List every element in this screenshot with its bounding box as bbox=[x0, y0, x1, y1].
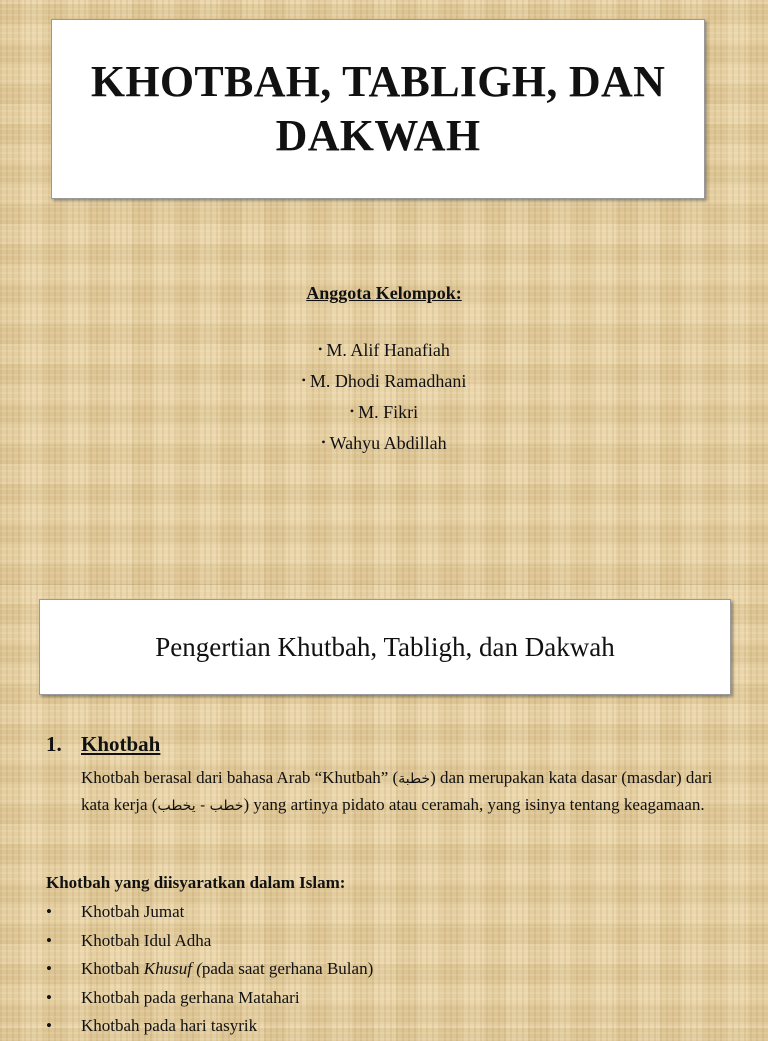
list-item bbox=[46, 984, 373, 1013]
slide-2 bbox=[0, 585, 768, 1035]
list-item-text: Khotbah Jumat bbox=[81, 902, 185, 921]
bullet-icon: • bbox=[321, 435, 326, 449]
bullet-icon: • bbox=[46, 930, 52, 950]
arabic-word: خطبة bbox=[398, 771, 431, 787]
list-item bbox=[46, 1012, 373, 1041]
list-item bbox=[46, 898, 373, 927]
list-item-suffix: pada saat gerhana Bulan) bbox=[201, 959, 374, 978]
section-number: 1. bbox=[46, 732, 62, 756]
paragraph-text: Khotbah berasal dari bahasa Arab “Khutbah” ( bbox=[81, 768, 399, 787]
member-name: M. Dhodi Ramadhani bbox=[309, 371, 467, 391]
members-heading: Anggota Kelompok: bbox=[306, 283, 462, 303]
bullet-icon: • bbox=[318, 342, 323, 356]
slide-subtitle: Pengertian Khutbah, Tabligh, dan Dakwah bbox=[155, 631, 615, 662]
members-section bbox=[0, 282, 768, 458]
member-name: M. Fikri bbox=[358, 402, 419, 422]
bullet-icon: • bbox=[46, 959, 52, 978]
list-heading: Khotbah yang diisyaratkan dalam Islam: bbox=[46, 873, 346, 892]
slide-title: KHOTBAH, TABLIGH, DAN DAKWAH bbox=[90, 57, 666, 160]
bullet-icon: • bbox=[46, 1016, 52, 1035]
member-name: Wahyu Abdillah bbox=[329, 433, 447, 453]
bullet-icon: • bbox=[349, 404, 355, 418]
member-item bbox=[0, 334, 768, 365]
bullet-icon: • bbox=[46, 902, 52, 921]
member-item bbox=[0, 427, 768, 458]
list-item-italic: Khusuf ( bbox=[143, 959, 202, 978]
paragraph-text: ) dan merupakan kata dasar (masdar) dari kata kerja ( bbox=[81, 768, 713, 814]
subtitle-box bbox=[39, 599, 731, 695]
list-item bbox=[46, 955, 373, 984]
paragraph-text: ) yang artinya pidato atau ceramah, yang isinya tentang keagamaan. bbox=[243, 795, 705, 814]
member-item bbox=[0, 365, 768, 396]
list-item-prefix: Khotbah bbox=[81, 959, 144, 978]
definition-paragraph bbox=[81, 765, 731, 819]
list-item bbox=[46, 927, 373, 956]
list-item-text: Khotbah Idul Adha bbox=[81, 930, 212, 950]
list-item-text: Khotbah pada gerhana Matahari bbox=[81, 987, 300, 1007]
member-item bbox=[0, 396, 768, 427]
arabic-verb: خطب - يخطب bbox=[157, 798, 244, 814]
section-label: Khotbah bbox=[81, 732, 161, 756]
khotbah-list bbox=[46, 898, 373, 1041]
section-heading bbox=[46, 731, 160, 757]
list-item-text: Khotbah pada hari tasyrik bbox=[81, 1016, 258, 1035]
member-name: M. Alif Hanafiah bbox=[326, 340, 450, 360]
bullet-icon: • bbox=[301, 373, 306, 387]
bullet-icon: • bbox=[46, 987, 52, 1007]
title-box bbox=[51, 19, 705, 199]
